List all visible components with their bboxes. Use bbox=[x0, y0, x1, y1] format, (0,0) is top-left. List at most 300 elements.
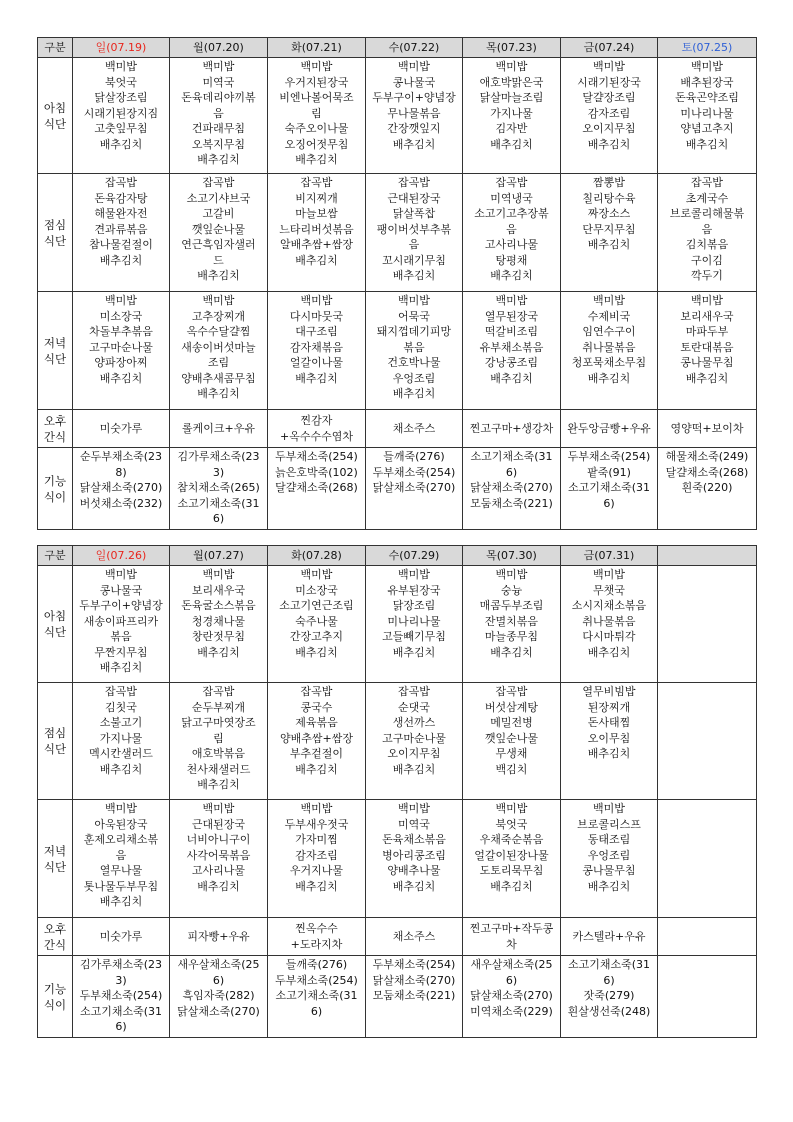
menu-item: 멕시칸샐러드 bbox=[89, 747, 153, 760]
menu-item: 브로콜리스프 bbox=[577, 817, 641, 831]
menu-item: 두부채소죽(254) bbox=[79, 989, 163, 1002]
menu-item: 볶음 bbox=[110, 630, 132, 643]
menu-item: 오복지무침 bbox=[191, 137, 246, 151]
dinner-menu-cell bbox=[658, 800, 757, 918]
breakfast-menu-cell bbox=[658, 566, 757, 683]
menu-item: 무짠지무침 bbox=[94, 645, 148, 659]
menu-item: 수제비국 bbox=[587, 309, 631, 323]
menu-item: +옥수수수염차 bbox=[280, 429, 353, 443]
snack-menu-cell bbox=[561, 410, 658, 448]
menu-item: 백미밥 bbox=[593, 568, 625, 581]
menu-item: 초계국수 bbox=[685, 191, 729, 205]
functional-menu-cell bbox=[170, 956, 268, 1038]
menu-item: 돈육감자탕 bbox=[94, 191, 148, 205]
menu-item: 6) bbox=[212, 973, 225, 987]
menu-item: 배추김치 bbox=[295, 371, 338, 385]
menu-item: 6) bbox=[212, 512, 225, 525]
snack-row-label bbox=[38, 410, 73, 448]
row-label-text: 점심 bbox=[43, 217, 67, 232]
menu-item: 배추김치 bbox=[99, 661, 143, 674]
lunch-menu-cell bbox=[561, 174, 658, 292]
menu-item: 김가루채소죽(23 bbox=[177, 450, 260, 463]
menu-item: 순댓국 bbox=[398, 700, 430, 714]
menu-item: 배추김치 bbox=[295, 762, 338, 776]
breakfast-menu-cell bbox=[73, 58, 170, 174]
menu-item: 6) bbox=[115, 1020, 127, 1033]
menu-item: 무나물볶음 bbox=[387, 106, 441, 120]
snack-row bbox=[38, 918, 757, 956]
menu-item: 두부채소죽(254) bbox=[372, 958, 456, 971]
menu-item: 백미밥 bbox=[105, 294, 137, 307]
menu-item: 꼬시래기무침 bbox=[382, 253, 446, 267]
menu-item: 백미밥 bbox=[691, 60, 723, 73]
menu-item: 백미밥 bbox=[105, 568, 137, 581]
menu-item: 6) bbox=[603, 496, 615, 510]
menu-item: 잡곡밥 bbox=[105, 685, 137, 698]
menu-item: 백미밥 bbox=[202, 802, 235, 815]
menu-item: 닭살장조림 bbox=[94, 91, 148, 104]
menu-item: 배추김치 bbox=[99, 137, 143, 151]
dinner-menu-cell bbox=[268, 292, 366, 410]
menu-item: 백김치 bbox=[495, 762, 528, 776]
menu-item: 잡곡밥 bbox=[691, 176, 723, 189]
menu-item: 6) bbox=[505, 465, 518, 479]
menu-item: 고춧잎무침 bbox=[94, 122, 148, 135]
menu-item: 우엉조림 bbox=[587, 848, 631, 862]
menu-item: 시래기된장국 bbox=[577, 75, 641, 89]
menu-item: 백미밥 bbox=[691, 294, 723, 307]
menu-item: 우거지나물 bbox=[289, 864, 344, 877]
dinner-menu-cell bbox=[561, 800, 658, 918]
menu-item: 새송이버섯마늘 bbox=[181, 340, 256, 354]
menu-item: 배추김치 bbox=[99, 371, 143, 385]
menu-item: 달걀채소죽(268) bbox=[665, 465, 749, 479]
menu-item: 배추된장국 bbox=[680, 75, 734, 89]
lunch-menu-cell bbox=[463, 683, 561, 800]
menu-item: 떡갈비조림 bbox=[484, 325, 539, 338]
menu-item: 완두앙금빵+우유 bbox=[567, 421, 651, 435]
menu-item: 배추김치 bbox=[587, 747, 631, 760]
menu-item: 근대된장국 bbox=[191, 817, 246, 831]
menu-item: 마파두부 bbox=[685, 325, 729, 338]
dinner-menu-cell bbox=[170, 800, 268, 918]
menu-item: 고구마순나물 bbox=[382, 731, 446, 745]
breakfast-menu-cell bbox=[366, 58, 463, 174]
lunch-menu-cell bbox=[366, 174, 463, 292]
snack-menu-cell bbox=[561, 918, 658, 956]
menu-item: 가지나물 bbox=[99, 731, 143, 745]
breakfast-row-label bbox=[38, 58, 73, 174]
menu-item: 청포묵채소무침 bbox=[571, 356, 647, 369]
menu-item: 천사채샐러드 bbox=[186, 762, 251, 776]
menu-item: 배추김치 bbox=[587, 137, 631, 151]
menu-item: 백미밥 bbox=[398, 60, 430, 73]
functional-row-label bbox=[38, 956, 73, 1038]
menu-item: 고구마순나물 bbox=[89, 340, 153, 354]
menu-item: 배추김치 bbox=[490, 879, 533, 893]
menu-item: 알배추쌈+쌈장 bbox=[280, 238, 353, 251]
functional-menu-cell bbox=[268, 448, 366, 530]
menu-item: 콩나물국 bbox=[99, 583, 143, 597]
row-label-text: 식단 bbox=[43, 625, 67, 639]
menu-item: 해물완자전 bbox=[94, 207, 148, 220]
snack-menu-cell bbox=[463, 410, 561, 448]
menu-item: 무생채 bbox=[495, 747, 528, 760]
menu-item: +도라지차 bbox=[290, 937, 343, 951]
menu-item: 너비아니구이 bbox=[186, 833, 251, 846]
menu-item: 유부채소볶음 bbox=[479, 340, 544, 354]
day-header: 월(07.20) bbox=[170, 38, 268, 58]
menu-item: 닭살마늘조림 bbox=[479, 91, 544, 104]
menu-item: 배추김치 bbox=[685, 371, 729, 385]
menu-item: 다시마뭇국 bbox=[289, 309, 344, 323]
day-header: 화(07.28) bbox=[268, 546, 366, 566]
snack-row bbox=[38, 410, 757, 448]
day-header: 금(07.31) bbox=[561, 546, 658, 566]
menu-item: 차돌부추볶음 bbox=[89, 325, 153, 338]
menu-item: 취나물볶음 bbox=[582, 340, 636, 354]
menu-item: 참나물겉절이 bbox=[89, 238, 153, 251]
menu-item: 사각어묵볶음 bbox=[186, 848, 251, 862]
menu-item: 채소주스 bbox=[392, 929, 436, 943]
menu-item: 고들빼기무침 bbox=[382, 630, 446, 643]
menu-item: 롤케이크+우유 bbox=[182, 421, 255, 435]
menu-item: 구이김 bbox=[691, 253, 723, 267]
menu-item: 양배추나물 bbox=[387, 864, 441, 877]
menu-item: 다시마튀각 bbox=[582, 630, 636, 643]
row-label-text: 간식 bbox=[43, 429, 67, 444]
menu-item: 백미밥 bbox=[202, 294, 235, 307]
menu-item: 백미밥 bbox=[300, 568, 333, 581]
menu-item: 오이무침 bbox=[587, 731, 631, 745]
menu-item: 새우살채소죽(25 bbox=[470, 958, 553, 971]
menu-item: 돈사태찜 bbox=[587, 716, 631, 729]
menu-item: 영양떡+보이차 bbox=[670, 421, 744, 435]
snack-menu-cell bbox=[366, 918, 463, 956]
day-header: 일(07.19) bbox=[73, 38, 170, 58]
menu-item: 탕평채 bbox=[495, 253, 528, 267]
menu-item: 닭살채소죽(270) bbox=[470, 481, 553, 494]
menu-item: 찐감자 bbox=[300, 414, 333, 427]
menu-item: 백미밥 bbox=[593, 60, 625, 73]
dinner-menu-cell bbox=[366, 800, 463, 918]
day-header: 목(07.30) bbox=[463, 546, 561, 566]
functional-menu-cell bbox=[658, 448, 757, 530]
menu-item: 닭살채소죽(270) bbox=[470, 989, 553, 1002]
menu-item: 달걀장조림 bbox=[582, 91, 636, 104]
menu-item: 배추김치 bbox=[490, 269, 533, 282]
functional-menu-cell bbox=[73, 448, 170, 530]
day-header: 수(07.29) bbox=[366, 546, 463, 566]
menu-item: 채소주스 bbox=[392, 421, 436, 435]
menu-item: 두부채소죽(254) bbox=[275, 450, 358, 463]
row-label-text: 간식 bbox=[43, 937, 67, 952]
menu-item: 배추김치 bbox=[295, 153, 338, 166]
category-header: 구분 bbox=[38, 546, 73, 566]
menu-item: 모둠채소죽(221) bbox=[372, 989, 456, 1002]
menu-item: 잡곡밥 bbox=[398, 685, 430, 698]
menu-item: 잡곡밥 bbox=[495, 176, 528, 189]
menu-item: 무챗국 bbox=[593, 583, 625, 597]
menu-item: 잡곡밥 bbox=[202, 176, 235, 189]
menu-item: 피자빵+우유 bbox=[187, 929, 250, 943]
breakfast-menu-cell bbox=[73, 566, 170, 683]
day-header-row bbox=[38, 546, 757, 566]
menu-item: 연근흑임자샐러 bbox=[181, 238, 256, 251]
menu-item: 백미밥 bbox=[593, 802, 625, 815]
menu-item: 3) bbox=[212, 465, 225, 479]
menu-item: 돈육데리야끼볶 bbox=[181, 91, 256, 104]
menu-item: 열무비빔밥 bbox=[582, 685, 636, 698]
menu-item: 미역국 bbox=[398, 817, 430, 831]
day-header bbox=[658, 546, 757, 566]
menu-item: 도토리묵무침 bbox=[479, 864, 544, 877]
menu-item: 가자미찜 bbox=[295, 833, 338, 846]
menu-item: 백미밥 bbox=[495, 60, 528, 73]
menu-item: 새우살채소죽(25 bbox=[177, 958, 260, 971]
dinner-row bbox=[38, 800, 757, 918]
menu-item: 두부채소죽(254) bbox=[567, 450, 651, 463]
menu-item: 짜장소스 bbox=[587, 207, 631, 220]
dinner-menu-cell bbox=[268, 800, 366, 918]
day-header: 월(07.27) bbox=[170, 546, 268, 566]
menu-item: 백미밥 bbox=[105, 60, 137, 73]
row-label-text: 기능 bbox=[43, 981, 67, 996]
menu-item: 배추김치 bbox=[197, 879, 240, 893]
row-label-text: 식단 bbox=[43, 351, 67, 366]
menu-item: 고갈비 bbox=[202, 207, 235, 220]
menu-item: 흰살생선죽(248) bbox=[567, 1004, 651, 1018]
menu-item: 닭장조림 bbox=[392, 599, 436, 612]
breakfast-menu-cell bbox=[170, 566, 268, 683]
menu-item: 백미밥 bbox=[202, 60, 235, 73]
menu-item: 6) bbox=[505, 973, 518, 987]
menu-item: 비엔나볼어묵조 bbox=[279, 91, 354, 104]
menu-item: 해물채소죽(249) bbox=[665, 450, 749, 463]
menu-item: 배추김치 bbox=[685, 137, 729, 151]
menu-item: 음 bbox=[701, 222, 713, 236]
menu-item: 배추김치 bbox=[295, 879, 338, 893]
day-header: 화(07.21) bbox=[268, 38, 366, 58]
menu-item: 두부구이+양념장 bbox=[372, 91, 456, 104]
menu-item: 닭살폭찹 bbox=[392, 207, 436, 220]
menu-item: 잡곡밥 bbox=[105, 176, 137, 189]
menu-item: 배추김치 bbox=[490, 137, 533, 151]
menu-item: 버섯삼계탕 bbox=[484, 700, 539, 714]
menu-item: 배추김치 bbox=[392, 645, 436, 659]
row-label-text: 식단 bbox=[43, 742, 67, 756]
menu-item: 음 bbox=[115, 848, 127, 862]
breakfast-menu-cell bbox=[366, 566, 463, 683]
menu-item: 잣죽(279) bbox=[583, 989, 635, 1002]
row-label-text: 식단 bbox=[43, 233, 67, 248]
menu-item: 배추김치 bbox=[392, 387, 436, 400]
menu-item: 배추김치 bbox=[490, 371, 533, 385]
functional-menu-cell bbox=[268, 956, 366, 1038]
menu-item: 깻잎순나물 bbox=[191, 222, 246, 236]
snack-menu-cell bbox=[658, 918, 757, 956]
menu-item: 마늘종무침 bbox=[484, 630, 539, 643]
menu-item: 배추김치 bbox=[197, 269, 240, 282]
menu-item: 메밀전병 bbox=[490, 716, 533, 729]
menu-item: 우채죽순볶음 bbox=[479, 833, 544, 846]
day-header: 수(07.22) bbox=[366, 38, 463, 58]
menu-item: 병아리콩조림 bbox=[382, 848, 446, 862]
menu-item: 백미밥 bbox=[495, 802, 528, 815]
menu-item: 우엉조림 bbox=[392, 371, 436, 385]
day-header: 일(07.26) bbox=[73, 546, 170, 566]
menu-item: 잡곡밥 bbox=[300, 685, 333, 698]
menu-item: 늙은호박죽(102) bbox=[275, 465, 358, 479]
dinner-menu-cell bbox=[73, 800, 170, 918]
menu-item: 비지찌개 bbox=[295, 191, 338, 205]
breakfast-menu-cell bbox=[658, 58, 757, 174]
menu-item: 차 bbox=[506, 937, 517, 951]
functional-menu-cell bbox=[561, 956, 658, 1038]
menu-item: 미숫가루 bbox=[99, 421, 143, 435]
menu-item: 돈육곤약조림 bbox=[675, 91, 739, 104]
menu-item: 흰죽(220) bbox=[681, 481, 733, 494]
menu-item: 간장깻잎지 bbox=[387, 122, 441, 135]
menu-item: 애호박볶음 bbox=[191, 747, 246, 760]
menu-item: 토란대볶음 bbox=[680, 340, 734, 354]
menu-item: 백미밥 bbox=[398, 568, 430, 581]
menu-item: 소고기샤브국 bbox=[186, 191, 251, 205]
menu-item: 짬뽕밥 bbox=[593, 176, 625, 189]
menu-item: 닭살채소죽(270) bbox=[177, 1004, 260, 1018]
menu-item: 미소장국 bbox=[99, 309, 143, 323]
menu-item: 얼갈이된장나물 bbox=[474, 848, 549, 862]
lunch-menu-cell bbox=[658, 174, 757, 292]
menu-item: 보리새우국 bbox=[191, 583, 246, 597]
menu-item: 소고기채소죽(31 bbox=[567, 958, 651, 971]
menu-item: 조림 bbox=[207, 356, 230, 369]
menu-item: 북엇국 bbox=[495, 817, 528, 831]
menu-item: 고사리나물 bbox=[484, 238, 539, 251]
menu-item: 깻잎순나물 bbox=[484, 731, 539, 745]
snack-menu-cell bbox=[463, 918, 561, 956]
menu-item: 음 bbox=[408, 238, 420, 251]
menu-item: 콩나물국 bbox=[392, 75, 436, 89]
menu-item: 닭살채소죽(270) bbox=[372, 481, 456, 494]
menu-item: 북엇국 bbox=[105, 75, 137, 89]
menu-item: 배추김치 bbox=[587, 645, 631, 659]
menu-item: 어묵국 bbox=[398, 309, 430, 323]
dinner-menu-cell bbox=[73, 292, 170, 410]
menu-item: 찐고구마+작두콩 bbox=[469, 922, 554, 935]
menu-item: 창란젓무침 bbox=[191, 630, 246, 643]
breakfast-row-label bbox=[38, 566, 73, 683]
menu-item: 백미밥 bbox=[300, 60, 333, 73]
row-label-text: 저녁 bbox=[43, 843, 67, 858]
menu-item: 콩국수 bbox=[300, 700, 333, 714]
menu-item: 백미밥 bbox=[495, 568, 528, 581]
menu-item: 건파래무침 bbox=[191, 122, 246, 135]
menu-item: 백미밥 bbox=[105, 802, 137, 815]
menu-item: 백미밥 bbox=[202, 568, 235, 581]
menu-item: 미나리나물 bbox=[387, 614, 441, 628]
dinner-menu-cell bbox=[658, 292, 757, 410]
menu-item: 부추겉절이 bbox=[289, 747, 344, 760]
menu-item: 음 bbox=[506, 222, 517, 236]
breakfast-menu-cell bbox=[268, 566, 366, 683]
menu-item: 열무된장국 bbox=[484, 309, 539, 323]
menu-item: 시래기된장지짐 bbox=[83, 106, 159, 120]
menu-item: 양파장아찌 bbox=[94, 356, 148, 369]
menu-item: 배추김치 bbox=[392, 762, 436, 776]
functional-menu-cell bbox=[463, 448, 561, 530]
breakfast-menu-cell bbox=[268, 58, 366, 174]
menu-item: 숙주오이나물 bbox=[284, 122, 349, 135]
lunch-menu-cell bbox=[658, 683, 757, 800]
menu-item: 고사리나물 bbox=[191, 864, 246, 877]
menu-item: 두부새우젓국 bbox=[284, 817, 349, 831]
menu-item: 잡곡밥 bbox=[398, 176, 430, 189]
menu-item: 칠리탕수육 bbox=[582, 191, 636, 205]
menu-item: 돼지껍데기피망 bbox=[376, 325, 452, 338]
menu-item: 잔멸치볶음 bbox=[484, 614, 539, 628]
menu-item: 대구조림 bbox=[295, 325, 338, 338]
snack-menu-cell bbox=[366, 410, 463, 448]
menu-item: 배추김치 bbox=[392, 137, 436, 151]
menu-item: 근대된장국 bbox=[387, 191, 441, 205]
menu-item: 아욱된장국 bbox=[94, 817, 148, 831]
functional-menu-cell bbox=[366, 448, 463, 530]
menu-item: 순두부채소죽(23 bbox=[79, 450, 163, 463]
menu-item: 8) bbox=[115, 465, 127, 479]
menu-item: 두부채소죽(254) bbox=[372, 465, 456, 479]
menu-item: 양배추새콤무침 bbox=[181, 371, 256, 385]
menu-item: 소고기고추장볶 bbox=[474, 207, 549, 220]
menu-item: 단무지무침 bbox=[582, 222, 636, 236]
menu-item: 버섯채소죽(232) bbox=[79, 496, 163, 510]
menu-item: 소고기채소죽(31 bbox=[567, 481, 651, 494]
functional-menu-cell bbox=[463, 956, 561, 1038]
menu-item: 돈육굴소스볶음 bbox=[181, 599, 256, 612]
menu-item: 6) bbox=[310, 1004, 323, 1018]
menu-item: 6) bbox=[603, 973, 615, 987]
snack-menu-cell bbox=[658, 410, 757, 448]
menu-item: 숭늉 bbox=[500, 583, 523, 597]
menu-item: 소고기채소죽(31 bbox=[470, 450, 553, 463]
menu-item: 돈육채소볶음 bbox=[382, 833, 446, 846]
menu-item: 깍두기 bbox=[691, 269, 723, 282]
lunch-row bbox=[38, 683, 757, 800]
menu-item: 미역국 bbox=[202, 75, 235, 89]
menu-item: 음 bbox=[213, 106, 224, 120]
menu-item: 배추김치 bbox=[99, 253, 143, 267]
menu-item: 제육볶음 bbox=[295, 716, 338, 729]
menu-item: 두부채소죽(254) bbox=[275, 973, 358, 987]
menu-item: 청경채나물 bbox=[191, 614, 246, 628]
menu-item: 백미밥 bbox=[398, 294, 430, 307]
menu-item: 소불고기 bbox=[99, 716, 143, 729]
menu-item: 김칫국 bbox=[105, 700, 137, 714]
menu-item: 우거지된장국 bbox=[284, 75, 349, 89]
row-label-text: 오후 bbox=[43, 921, 67, 936]
breakfast-row bbox=[38, 566, 757, 683]
menu-item: 배추김치 bbox=[295, 253, 338, 267]
menu-item: 미역채소죽(229) bbox=[470, 1004, 553, 1018]
row-label-text: 오후 bbox=[43, 413, 67, 428]
menu-item: 동태조림 bbox=[587, 833, 631, 846]
menu-item: 미숫가루 bbox=[99, 929, 143, 943]
functional-menu-cell bbox=[561, 448, 658, 530]
functional-row bbox=[38, 956, 757, 1038]
menu-item: 볶음 bbox=[403, 340, 425, 354]
menu-item: 잡곡밥 bbox=[495, 685, 528, 698]
menu-item: 열무나물 bbox=[99, 864, 143, 877]
